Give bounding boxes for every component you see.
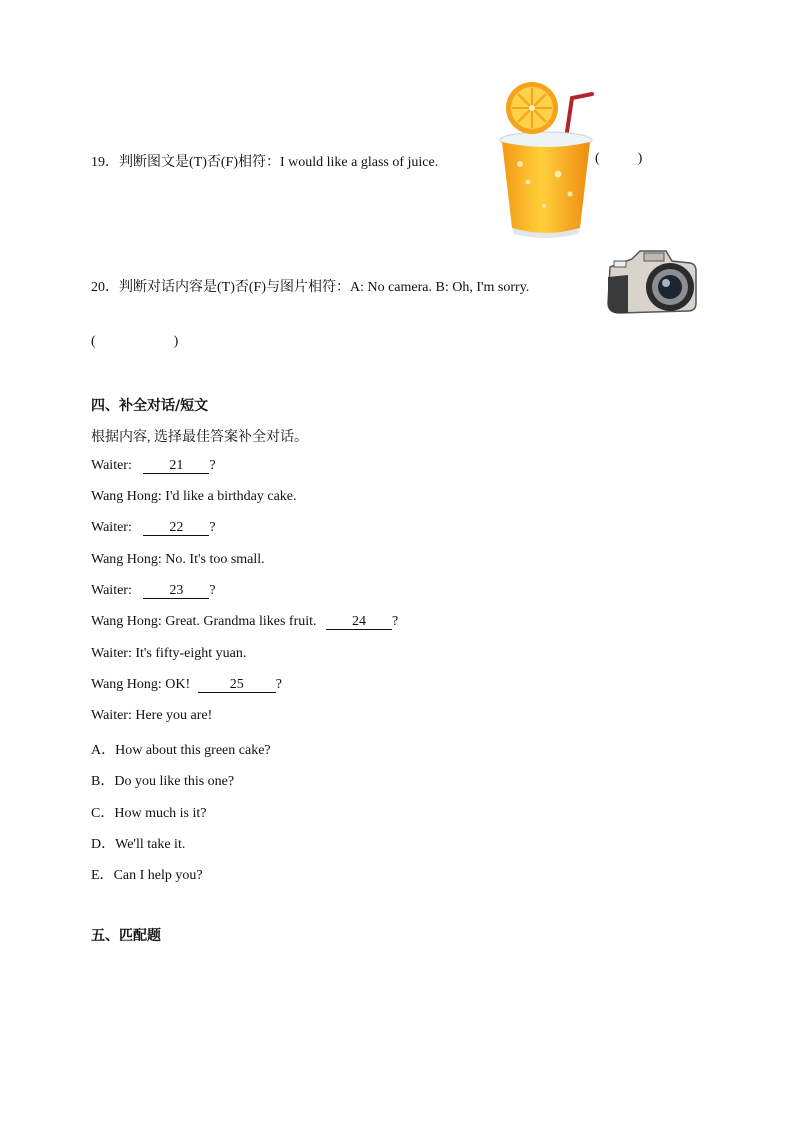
question-19	[91, 151, 438, 171]
dialogue-line: Waiter: Here you are!	[91, 708, 213, 723]
orange-juice-glass-icon	[498, 82, 598, 238]
answer-blank[interactable]: 25	[198, 678, 276, 693]
answer-blank[interactable]: 24	[326, 615, 392, 630]
question-20	[91, 276, 529, 296]
question-number: 19．	[91, 155, 119, 170]
dialogue-line: Waiter: It's fifty-eight yuan.	[91, 646, 247, 661]
section-instruction: 根据内容, 选择最佳答案补全对话。	[91, 430, 308, 445]
option-e[interactable]: E．Can I help you?	[91, 868, 203, 883]
section-heading: 四、补全对话/短文	[91, 398, 209, 414]
dialogue-line: Wang Hong: No. It's too small.	[91, 552, 265, 567]
question-text: 判断图文是(T)否(F)相符：I would like a glass of juice.	[119, 155, 439, 170]
answer-blank[interactable]: 22	[143, 521, 209, 536]
answer-blank[interactable]: 21	[143, 459, 209, 474]
option-d[interactable]: D．We'll take it.	[91, 837, 186, 852]
dialogue-line: Wang Hong: OK! 25 ?	[91, 677, 282, 692]
dialogue-line: Waiter: 22 ?	[91, 520, 216, 535]
question-text: 判断对话内容是(T)否(F)与图片相符：A: No camera. B: Oh, I'm sorry.	[119, 280, 530, 295]
dialogue-line: Wang Hong: Great. Grandma likes fruit. 24 ?	[91, 614, 399, 629]
answer-paren-20[interactable]: ( )	[91, 334, 179, 349]
dialogue-line: Wang Hong: I'd like a birthday cake.	[91, 489, 297, 504]
answer-blank[interactable]: 23	[143, 584, 209, 599]
option-b[interactable]: B．Do you like this one?	[91, 774, 235, 789]
option-c[interactable]: C．How much is it?	[91, 806, 207, 821]
section-heading: 五、匹配题	[91, 928, 161, 944]
dialogue-line: Waiter: 21 ?	[91, 458, 216, 473]
option-a[interactable]: A．How about this green cake?	[91, 743, 271, 758]
question-number: 20．	[91, 280, 119, 295]
dialogue-line: Waiter: 23 ?	[91, 583, 216, 598]
answer-paren-19[interactable]: ( )	[595, 151, 643, 166]
camera-icon	[604, 247, 700, 321]
